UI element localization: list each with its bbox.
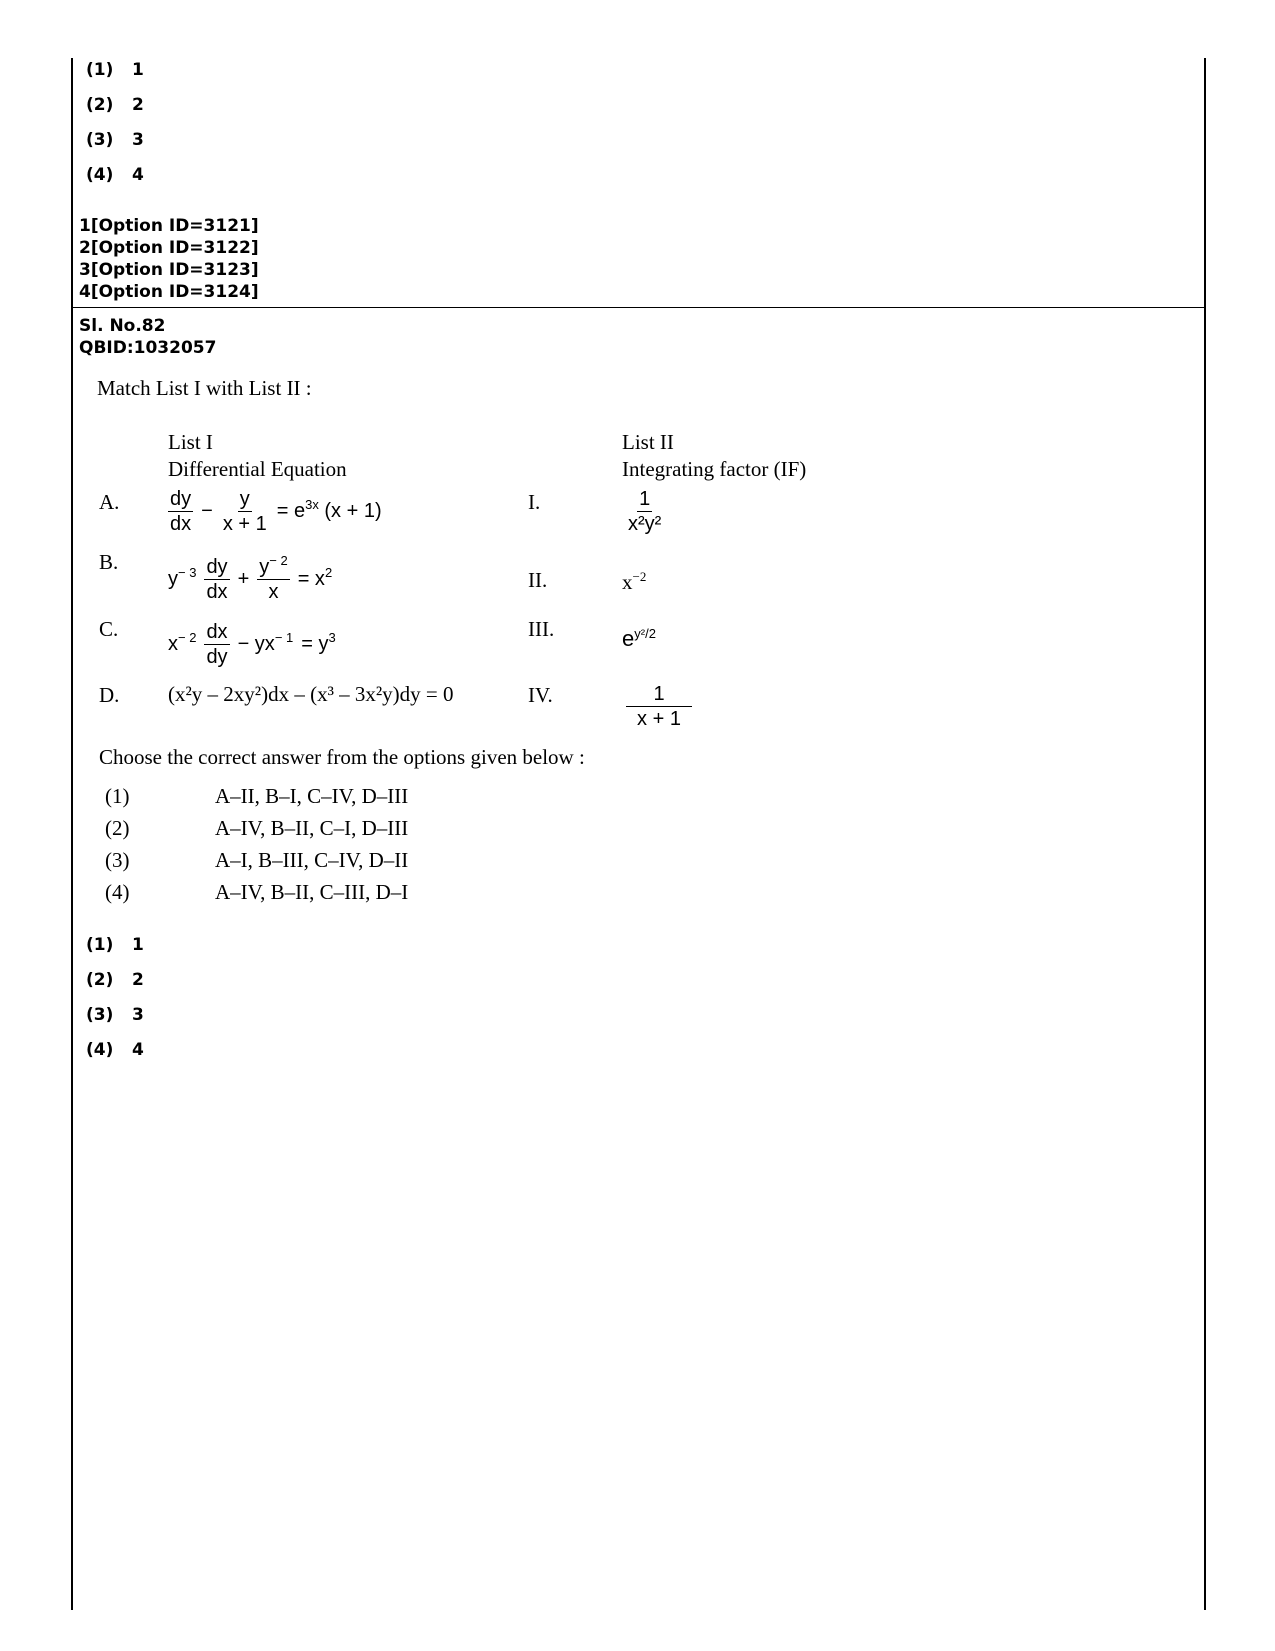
list2-subtitle: Integrating factor (IF) [622,457,807,481]
if-i-numerator: 1 [639,488,651,510]
list2-title: List II [622,430,674,454]
question-prompt: Match List I with List II : [97,376,312,400]
left-border [71,58,73,1610]
if-iii: $e^{y^2/2}$ [622,626,656,651]
row-letter-d: D. [99,683,120,707]
numeral-i: I. [528,490,541,514]
eq-b-denominator-2: x [268,581,279,603]
eq-a-numerator: dy [170,488,192,510]
choice-item: (1) A–II, B–I, C–IV, D–III [105,784,409,808]
eq-a-denominator-2: x + 1 [222,513,267,535]
question-divider [71,307,1206,308]
option-item: (1) 1 [86,60,144,80]
option-id: 3[Option ID=3123] [79,260,259,280]
equation-b [168,555,332,604]
eq-b-denominator: dx [206,581,228,603]
option-id: 4[Option ID=3124] [79,282,259,302]
if-ii: $x^{-2}$ [622,569,647,594]
option-id-list [79,215,259,303]
if-i-denominator: x²y² [628,513,662,535]
choice-item: (2) A–IV, B–II, C–I, D–III [105,816,409,840]
eq-b-numerator-2: $y^{- 2}$ [259,553,288,578]
equation-c [168,620,336,669]
answer-choices [105,780,408,908]
question-header [79,315,216,359]
eq-a-rhs: = $e^{3x}$ (x + 1) [276,497,382,522]
equation-a [168,487,382,536]
eq-b-lhs: $y^{- 3}$ [168,565,197,590]
numeral-iv: IV. [528,683,553,707]
option-item: (1) 1 [86,935,144,955]
row-letter-a: A. [99,490,120,514]
choice-item: (4) A–IV, B–II, C–III, D–I [105,880,409,904]
list1-subtitle: Differential Equation [168,457,347,481]
eq-a-minus: − [201,500,213,522]
eq-a-numerator-2: y [239,488,250,510]
choice-item: (3) A–I, B–III, C–IV, D–II [105,848,409,872]
eq-c-lhs: $x^{- 2}$ [168,630,197,655]
row-letter-c: C. [99,617,119,641]
numeral-iii: III. [528,617,555,641]
option-item: (4) 4 [86,165,144,185]
eq-a-denominator: dx [170,513,192,535]
right-border [1204,58,1206,1610]
option-item: (2) 2 [86,95,144,115]
row-letter-b: B. [99,550,119,574]
qbid: QBID:1032057 [79,338,217,358]
eq-c-middle: − $yx^{- 1}$ [237,630,294,655]
equation-d: (x²y – 2xy²)dx – (x³ – 3x²y)dy = 0 [168,682,454,706]
option-id: 1[Option ID=3121] [79,216,259,236]
option-item: (3) 3 [86,1005,144,1025]
eq-c-numerator: dx [206,621,228,643]
eq-c-denominator: dy [206,646,228,668]
if-iv-denominator: x + 1 [637,708,681,730]
option-item: (4) 4 [86,1040,144,1060]
option-id: 2[Option ID=3122] [79,238,259,258]
eq-b-rhs: = $x^2$ [297,565,333,590]
answer-options [86,935,144,1075]
option-item: (3) 3 [86,130,144,150]
if-iv [626,682,692,731]
previous-question-options [86,60,144,200]
serial-number: Sl. No.82 [79,316,166,336]
option-item: (2) 2 [86,970,144,990]
eq-c-rhs: = $y^3$ [301,630,336,655]
eq-b-numerator: dy [206,556,228,578]
choose-instruction: Choose the correct answer from the options given below : [99,745,585,769]
if-i [626,487,663,536]
if-iv-numerator: 1 [626,682,692,707]
list1-title: List I [168,430,213,454]
numeral-ii: II. [528,568,548,592]
eq-b-plus: + [237,568,250,590]
